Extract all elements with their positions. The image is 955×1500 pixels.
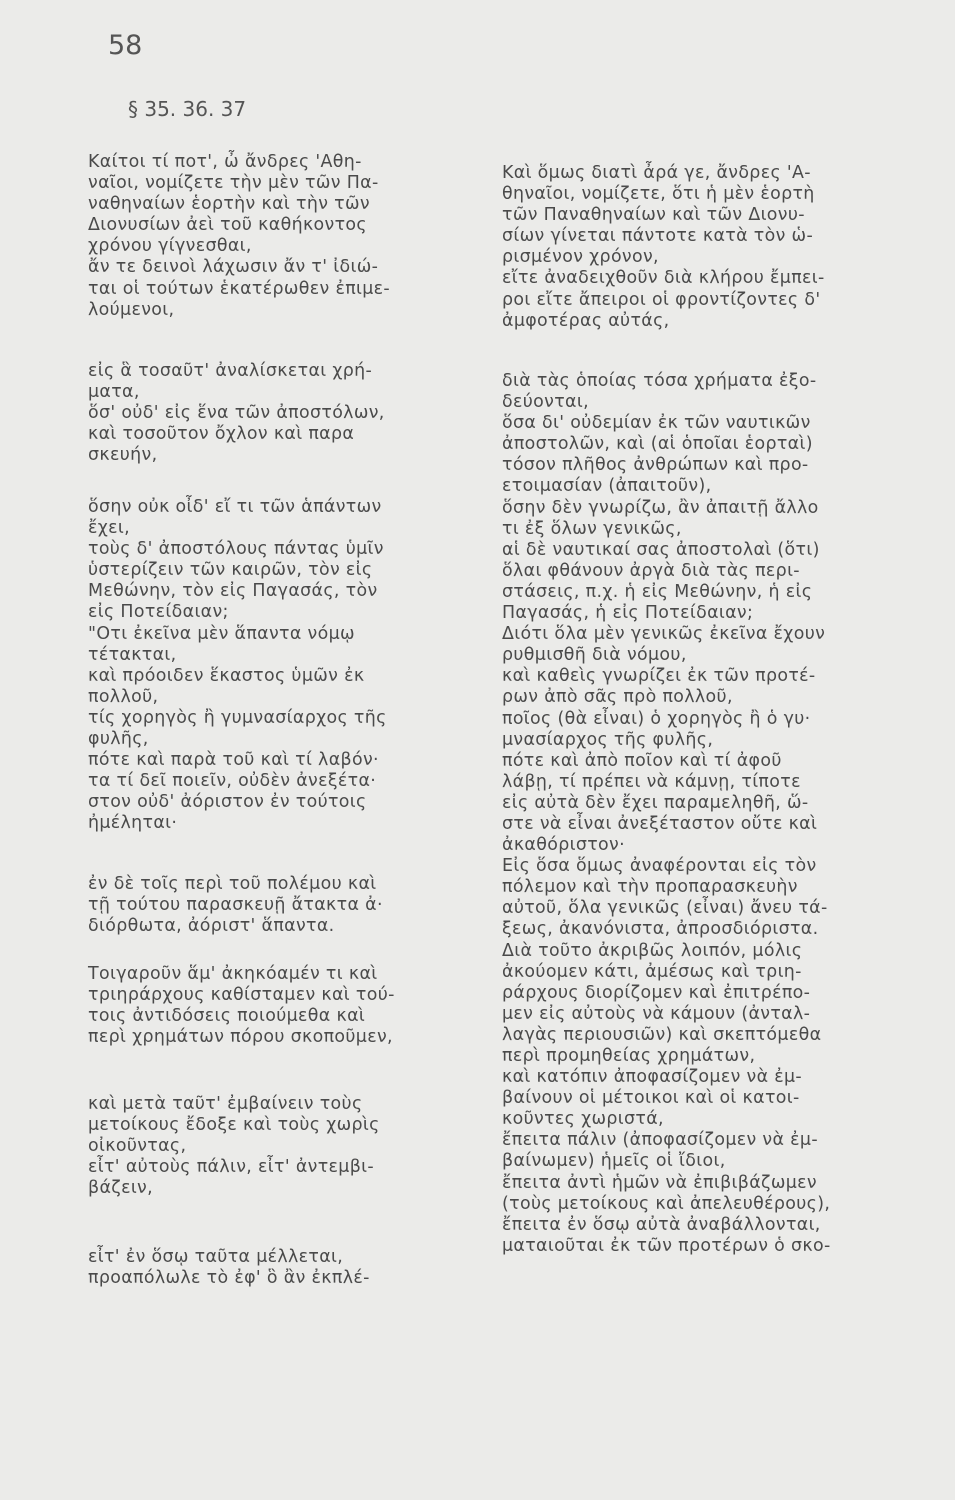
text-line: πότε καὶ παρὰ τοῦ καὶ τί λαβόν· [88,750,379,771]
text-line: χρόνου γίγνεσθαι, [88,236,252,257]
text-line: εἴτε ἀναδειχθοῦν διὰ κλήρου ἔμπει- [502,268,825,289]
text-block [502,371,831,1257]
text-line: μετοίκους ἔδοξε καὶ τοὺς χωρὶς [88,1115,380,1136]
text-line: ποῖος (θὰ εἶναι) ὁ χορηγὸς ἢ ὁ γυ· [502,708,811,729]
text-line: μνασίαρχος τῆς φυλῆς, [502,729,714,750]
text-line: περὶ χρημάτων πόρου σκοποῦμεν, [88,1027,393,1048]
text-line: στε νὰ εἶναι ἀνεξέταστον οὔτε καὶ [502,813,818,834]
text-line: Τοιγαροῦν ἅμ' ἀκηκόαμέν τι καὶ [88,964,378,984]
text-line: πόλεμον καὶ τὴν προπαρασκευὴν [502,877,798,898]
text-line: πότε καὶ ἀπὸ ποῖον καὶ τί ἀφοῦ [502,750,782,771]
text-line: ἔχει, [88,518,131,539]
text-line: κοῦντες χωριστά, [502,1109,664,1130]
text-block [88,964,395,1048]
text-line: διὰ τὰς ὁποίας τόσα χρήματα ἐξο- [502,371,817,391]
text-block [502,163,825,332]
text-line: εἰς ἃ τοσαῦτ' ἀναλίσκεται χρή- [88,361,373,381]
text-line: τα τί δεῖ ποιεῖν, οὐδὲν ἀνεξέτα· [88,771,377,792]
text-line: ρυθμισθῆ διὰ νόμου, [502,645,687,666]
text-line: τι ἐξ ὅλων γενικῶς, [502,518,682,539]
text-line: πολλοῦ, [88,686,159,707]
text-line: τῇ τούτου παρασκευῇ ἄτακτα ἀ· [88,895,383,916]
text-line: διόρθωτα, ἀόριστ' ἅπαντα. [88,916,335,937]
text-line: ετοιμασίαν (ἀπαιτοῦν), [502,476,712,497]
text-line: ἔπειτα πάλιν (ἀποφασίζομεν νὰ ἐμ- [502,1130,818,1151]
text-line: ράρχους διορίζομεν καὶ ἐπιτρέπο- [502,982,811,1003]
text-line: Διότι ὅλα μὲν γενικῶς ἐκεῖνα ἔχουν [502,624,826,645]
page-number: 58 [108,30,143,61]
text-line: προαπόλωλε τὸ ἐφ' ὃ ἂν ἐκπλέ- [88,1268,370,1289]
text-line: λαγὰς περιουσιῶν) καὶ σκεπτόμεθα [502,1024,822,1045]
modern-translation-column [502,0,917,1256]
text-line: ναῖοι, νομίζετε τὴν μὲν τῶν Πα- [88,173,379,194]
text-line: ματα, [88,382,140,403]
text-line: ἔπειτα ἐν ὅσῳ αὐτὰ ἀναβάλλονται, [502,1214,821,1235]
text-block [88,152,390,321]
text-line: ἀκούομεν κάτι, ἀμέσως καὶ τριη- [502,961,802,982]
text-line: ται οἱ τούτων ἑκατέρωθεν ἐπιμε- [88,278,391,299]
text-line: ὅσην δὲν γνωρίζω, ἂν ἀπαιτῇ ἄλλο [502,497,819,518]
text-line: ἀκαθόριστον· [502,835,625,856]
greek-original-column [88,0,473,1289]
text-line: καὶ μετὰ ταῦτ' ἐμβαίνειν τοὺς [88,1094,363,1114]
text-line: τίς χορηγὸς ἢ γυμνασίαρχος τῆς [88,707,387,728]
text-line: λούμενοι, [88,299,175,320]
text-line: ὅσην οὐκ οἶδ' εἴ τι τῶν ἁπάντων [88,497,382,517]
text-line: εἶτ' αὐτοὺς πάλιν, εἶτ' ἀντεμβι- [88,1157,375,1178]
text-line: φυλῆς, [88,729,149,750]
text-line: ροι εἴτε ἄπειροι οἱ φροντίζοντες δ' [502,289,821,310]
text-line: Καὶ ὅμως διατὶ ἆρά γε, ἄνδρες 'Α- [502,163,811,183]
text-line: δεύονται, [502,392,589,413]
text-block [88,361,385,466]
text-line: ὑστερίζειν τῶν καιρῶν, τὸν εἰς [88,560,373,581]
text-line: καὶ κατόπιν ἀποφασίζομεν νὰ ἐμ- [502,1067,803,1088]
text-line: ρισμένον χρόνον, [502,247,659,268]
text-line: βαίνωμεν) ἡμεῖς οἱ ἴδιοι, [502,1151,726,1172]
text-block [88,497,387,835]
text-line: μεν εἰς αὐτοὺς νὰ κάμουν (ἀνταλ- [502,1003,811,1024]
text-line: οἰκοῦντας, [88,1136,187,1157]
text-line: βαίνουν οἱ μέτοικοι καὶ οἱ κατοι- [502,1088,800,1109]
text-line: τῶν Παναθηναίων καὶ τῶν Διονυ- [502,205,805,226]
text-line: τοις ἀντιδόσεις ποιούμεθα καὶ [88,1006,366,1027]
text-line: θηναῖοι, νομίζετε, ὅτι ἡ μὲν ἑορτὴ [502,184,815,205]
text-line: ἄν τε δεινοὶ λάχωσιν ἄν τ' ἰδιώ- [88,257,379,278]
text-line: καὶ πρόοιδεν ἕκαστος ὑμῶν ἐκ [88,665,365,686]
text-block [88,1247,370,1289]
text-line: Καίτοι τί ποτ', ὦ ἄνδρες 'Αθη- [88,152,362,172]
text-line: ἐν δὲ τοῖς περὶ τοῦ πολέμου καὶ [88,874,377,894]
text-line: ἔπειτα ἀντὶ ἡμῶν νὰ ἐπιβιβάζωμεν [502,1172,817,1193]
section-reference: § 35. 36. 37 [128,97,247,121]
text-line: σκευήν, [88,445,158,466]
text-line: ἠμέληται· [88,813,178,834]
text-line: τοὺς δ' ἀποστόλους πάντας ὑμῖν [88,539,384,560]
text-line: Εἰς ὅσα ὅμως ἀναφέρονται εἰς τὸν [502,856,817,877]
text-line: περὶ προμηθείας χρημάτων, [502,1046,756,1066]
text-line: ρων ἀπὸ σᾶς πρὸ πολλοῦ, [502,687,733,708]
text-line: "Οτι ἐκεῖνα μὲν ἅπαντα νόμῳ [88,623,355,644]
text-line: τέτακται, [88,644,177,665]
text-line: Μεθώνην, τὸν εἰς Παγασάς, τὸν [88,581,378,602]
text-line: τόσον πλῆθος ἀνθρώπων καὶ προ- [502,455,809,476]
text-block [88,874,383,937]
text-line: ὅσα δι' οὐδεμίαν ἐκ τῶν ναυτικῶν [502,413,811,434]
text-line: ἀποστολῶν, καὶ (αἱ ὁποῖαι ἑορταὶ) [502,434,813,455]
text-line: βάζειν, [88,1178,153,1199]
text-line: εἰς Ποτείδαιαν; [88,602,229,623]
text-line: καὶ τοσοῦτον ὄχλον καὶ παρα [88,424,355,445]
text-line: Διὰ τοῦτο ἀκριβῶς λοιπόν, μόλις [502,940,803,961]
text-line: ὅσ' οὐδ' εἰς ἕνα τῶν ἀποστόλων, [88,403,385,424]
text-line: (τοὺς μετοίκους καὶ ἀπελευθέρους), [502,1193,831,1214]
text-line: ξεως, ἀκανόνιστα, ἀπροσδιόριστα. [502,919,819,940]
text-line: ἀμφοτέρας αὐτάς, [502,310,670,331]
text-line: σίων γίνεται πάντοτε κατὰ τὸν ὡ- [502,226,814,247]
text-line: Παγασάς, ἡ εἰς Ποτείδαιαν; [502,603,754,624]
text-line: στάσεις, π.χ. ἡ εἰς Μεθώνην, ἡ εἰς [502,581,813,602]
text-line: στον οὐδ' ἀόριστον ἐν τούτοις [88,792,367,813]
text-line: εἰς αὐτὰ δὲν ἔχει παραμεληθῆ, ὥ- [502,792,809,813]
text-line: λάβῃ, τί πρέπει νὰ κάμνῃ, τίποτε [502,771,801,792]
text-line: ναθηναίων ἑορτὴν καὶ τὴν τῶν [88,194,370,215]
text-line: Διονυσίων ἀεὶ τοῦ καθήκοντος [88,215,367,236]
text-line: ματαιοῦται ἐκ τῶν προτέρων ὁ σκο- [502,1235,831,1256]
text-line: αὐτοῦ, ὅλα γενικῶς (εἶναι) ἄνευ τά- [502,898,828,919]
text-line: εἶτ' ἐν ὅσῳ ταῦτα μέλλεται, [88,1247,344,1267]
text-block [88,1094,380,1199]
text-line: καὶ καθεὶς γνωρίζει ἐκ τῶν προτέ- [502,666,816,687]
text-line: ὅλαι φθάνουν ἀργὰ διὰ τὰς περι- [502,560,800,581]
text-line: αἱ δὲ ναυτικαί σας ἀποστολαὶ (ὅτι) [502,539,820,560]
text-line: τριηράρχους καθίσταμεν καὶ τού- [88,985,395,1006]
